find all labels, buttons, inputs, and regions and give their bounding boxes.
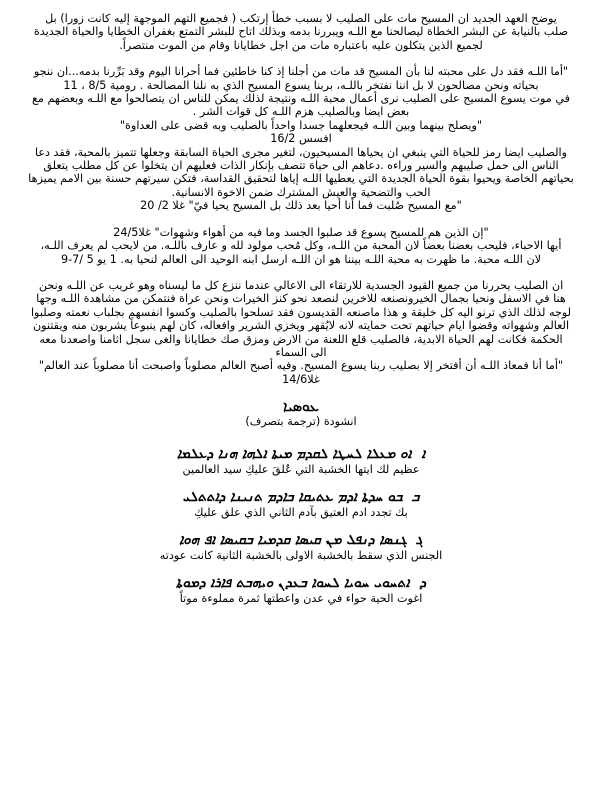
hymn-verse-letter: ܒ — [412, 489, 420, 506]
text-line: لجميع الذين يتكلون عليه باعتباره مات من اجل خطايانا وقام من الموت منتصراً. — [119, 38, 483, 52]
text-line: صلب بالنيابة عن البشر الخطاة ليصالحنا مع اللـه ويبررنا بدمه وبذلك اتاح للبشر التمتع بغفران الخطايا والحياة الجديدة — [33, 25, 569, 39]
hymn-arabic-line: بك تجدد ادم العتيق بآدم الثاني الذي علق عليكِ — [194, 506, 408, 520]
paragraph-freedom — [14, 279, 588, 386]
text-line: في موت يسوع المسيح على الصليب نرى أعمال محبة اللـه ونتيجة لذلك يمكن للناس ان يتصالحوا مع اللـه وبعضهم مع — [31, 92, 571, 106]
text-line: الحب والتضحية والعيش المشترك ضمن الاخوة الانسانية. — [171, 185, 431, 199]
section-subheading: انشودة (ترجمة بتصرف) — [245, 415, 357, 429]
spacer — [14, 213, 588, 226]
paragraph-love — [14, 226, 588, 266]
hymn-verse — [14, 531, 588, 562]
text-line: بحياتهم الخاصة ويحيوا بقوة الحياة الجديدة التي يعطيها اللـه إياها لتحقيق القداسة، فتكن سيرتهم حسنة بين الامم يميزها — [28, 172, 574, 186]
hymn-syriac-text: ܒܘ ܚܕܬܐ ܐܕܡ ܥܬܝܩܐ ܒܐܕܡ ܬܢܝܢܐ ܕܐܬܬܠܝ — [182, 489, 403, 506]
text-line: "أما أنا فمعاذ اللـه أن أفتخر إلا بصليب ربنا يسوع المسيح. وفيه أصبح العالم مصلوباً واصبحت أنا مصلوباً عند العالم" — [38, 359, 564, 373]
text-line: الى السماء — [275, 345, 327, 359]
hymn-arabic-line: اغوت الحية حواء في عدن واعطتها ثمرة مملوءة موتاً — [179, 592, 423, 606]
text-line: هنا في الاسفل ونحيا بجمال الخيرونصنعه للاخرين لنصعد نحو كنز الخيرات ونحن عراة فنتمكن من مشاهدة اللـه وجها — [36, 292, 566, 306]
section-heading: ܥܘܣܝܐ — [283, 399, 319, 416]
text-line: بحياته ونحن مصالحون لا بل اننا نفتخر باللـه، بربنا يسوع المسيح الذي به نلنا المصالحة . رومية 8/5 ، 11 — [63, 78, 539, 92]
hymn-syriac-text: ܓܢܣܐ ܕܢܦܠ ܡܢ ܩܝܣܐ ܩܕܡܝܐ ܒܩܝܣܐ ܐܦ ܗܘܐ — [179, 532, 407, 549]
hymn-verse — [14, 574, 588, 605]
paragraph-intro — [14, 12, 588, 52]
hymn-verse-letter: ܐ — [421, 446, 426, 463]
paragraph-reconciliation — [14, 65, 588, 212]
text-line: يوضح العهد الجديد ان المسيح مات على الصليب لا بسبب خطأ إرتكب ( فجميع التهم الموجهة إليه كانت زورا) بل — [45, 12, 557, 25]
text-line: "إن الذين هم للمسيح يسوع قد صلبوا الجسد وما فيه من أهواء وشهوات" غلا24/5 — [113, 225, 489, 239]
hymn-arabic-line: الجنس الذي سقط بالخشبة الاولى بالخشبة الثانية كانت عودته — [159, 549, 443, 563]
text-line: الحكمة فكانت لهم الحياة الابدية، فالصليب قلع اللعنة من الارض ومزق صك خطايانا والغى سجل اثامنا واصعدنا معه — [39, 332, 563, 346]
text-line: الناس الى حمل صليبهم والسير وراءه .دعاهم الى حياة تتصف بإنكار الذات فعليهم ان يتخلوا عن كل مطلب يتعلق — [43, 159, 559, 173]
text-line: لان اللـه محبة. ما ظهرت به محبة اللـه بيننا هو ان اللـه ارسل ابنه الوحيد الى العالم لنحيا به. 1 يو 5 /7-9 — [60, 252, 542, 266]
text-line: العالم وشهواته وقضوا ايام حياتهم تحت حمايته لانه لايُقهر ويخزي الشرير وافعاله، كان لهم ينبوعاً يشربون منه ويقتنون — [32, 319, 570, 333]
hymn-verse — [14, 488, 588, 519]
hymn-verse-letter: ܕ — [419, 575, 427, 592]
hymn-verse — [14, 445, 588, 476]
hymn-syriac-line — [14, 574, 588, 592]
text-line: لوجه لذلك الذي ترنو اليه كل خليقة و هذا ماصنعه القديسون فقد تسلحوا بالصليب وكسوا انفسهم بجلباب نعمته وصلبوا — [30, 305, 572, 319]
text-line: ان الصليب يحررنا من جميع القيود الجسدية للارتقاء الى الاعالي عندما ننزع كل ما ليسناه وهو غريب عن اللـه ونحن — [38, 278, 564, 292]
spacer — [14, 386, 588, 395]
hymn-syriac-text: ܐܘ ܡܥܠܐ ܠܚܛܐ ܠܩܕܡ ܡܝܬܐ ܐܠܗܐ ܗܢܐ ܕܥܠܡܐ — [176, 446, 412, 463]
verse-reference: افسس 16/2 — [270, 132, 332, 146]
hymn-syriac-line — [14, 488, 588, 506]
text-line: بعض ايضا وبالصليب هزم اللـه كل قوات الشر . — [192, 105, 410, 119]
hymn-verse-letter: ܓ — [416, 532, 423, 549]
document-page — [14, 12, 588, 617]
text-line: أيها الاحباء، فليحب بعضنا بعضاً لان المحبة من اللـه، وكل مُحب مولود لله و عارف باللـه. من لايحب لم يعرف اللـه، — [40, 239, 562, 253]
text-line: "ويصلح بينهما وبين اللـه فيجعلهما جسدا واحداً بالصليب وبه قضى على العداوة" — [119, 118, 483, 132]
text-line: والصليب ايضا رمز للحياة التي ينبغي ان يحياها المسيحيون، لتغير مجرى الحياة السابقة وجعلها تتميز بالمحبة، فقد دعا — [34, 145, 568, 159]
verse-reference: غلا14/6 — [282, 372, 320, 386]
hymn-arabic-line: عظيم لك ايتها الخشبة التي عُلقَ عليكِ سيد العالمين — [182, 463, 420, 477]
hymn-syriac-line — [14, 531, 588, 549]
hymn-list — [14, 445, 588, 605]
text-line: "أما اللـه فقد دل على محبته لنا بأن المسيح قد مات من أجلنا إذ كنا خاطئين فما أحرانا اليوم وقد بَرِّرنا بدمه...ان ننجو — [33, 65, 569, 79]
spacer — [14, 52, 588, 65]
hymn-syriac-line — [14, 445, 588, 463]
spacer — [14, 266, 588, 279]
hymn-syriac-text: ܐܬܚܘܝ ܚܘܝܐ ܠܚܘܐ ܒܥܕܢ ܘܝܗܒܬ ܦܐܪܐ ܕܡܘܬܐ — [175, 575, 410, 592]
text-line: "مع المسيح صُلبت فما أنا أحيا بعد ذلك بل المسيح يحيا فيّ" غلا 2/ 20 — [140, 199, 462, 213]
